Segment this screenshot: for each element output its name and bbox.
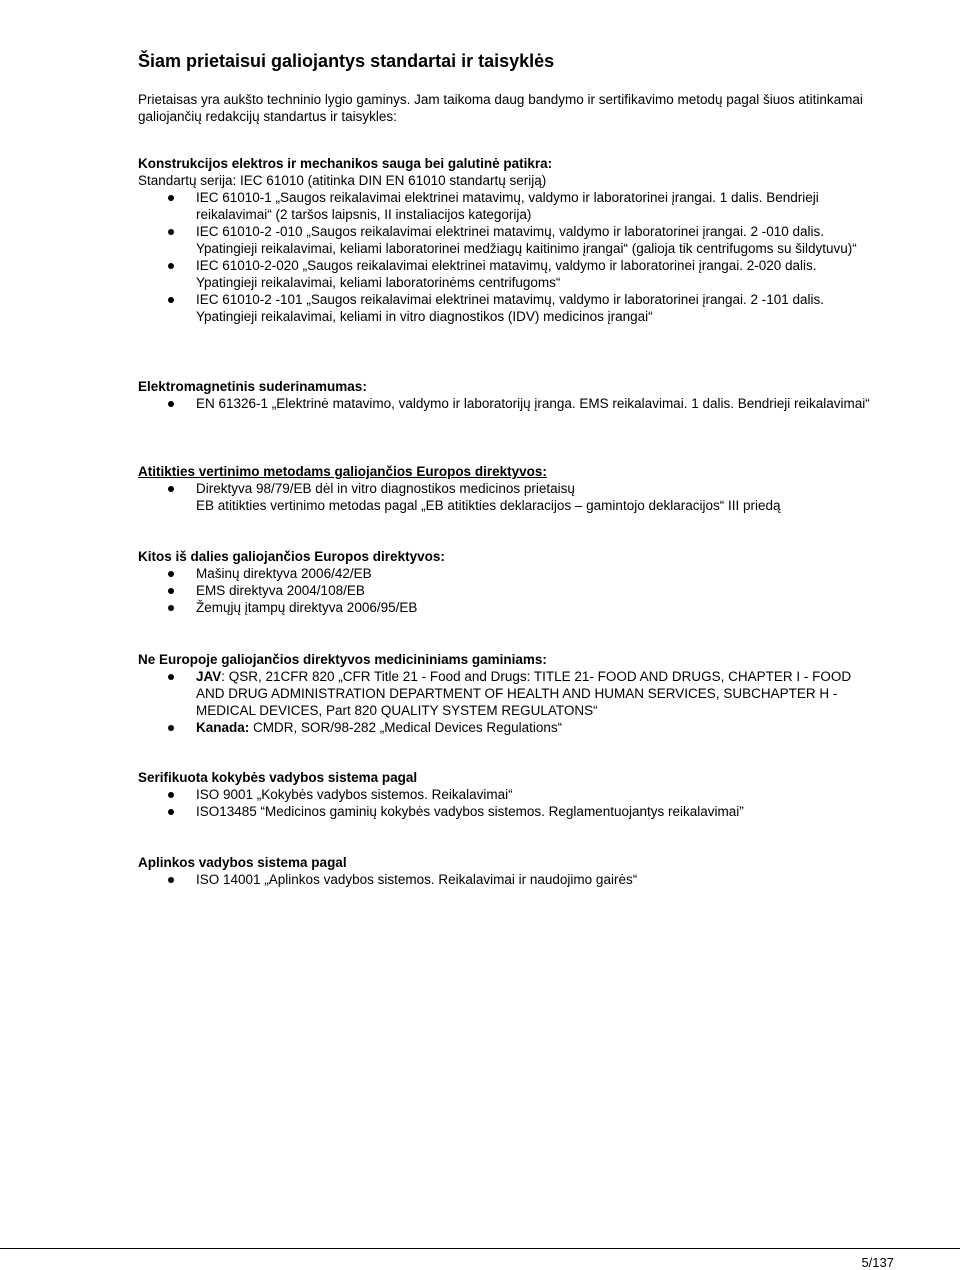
section-emc [138, 378, 878, 412]
section-subheading: Standartų serija: IEC 61010 (atitinka DIN EN 61010 standartų seriją) [138, 173, 547, 188]
list-item: IEC 61010-2 -010 „Saugos reikalavimai elektrinei matavimų, valdymo ir laboratorinei įrangai. 2 -010 dalis. Ypatingieji reikalavimai, keliami laboratorinei medžiagų kaitinimo įrangai“ (galioja tik centrifugoms su šildytuvu)“ [138, 223, 878, 257]
section-electrical-safety [138, 155, 878, 325]
section-heading: Elektromagnetinis suderinamumas: [138, 379, 367, 394]
section-heading: Serifikuota kokybės vadybos sistema pagal [138, 770, 418, 785]
directives-list [138, 565, 878, 616]
section-quality-management [138, 769, 878, 820]
section-heading: Aplinkos vadybos sistema pagal [138, 855, 347, 870]
section-heading: Ne Europoje galiojančios direktyvos medicininiams gaminiams: [138, 652, 547, 667]
standards-list [138, 871, 878, 888]
page-number: 5/137 [861, 1255, 894, 1270]
list-item: ISO 9001 „Kokybės vadybos sistemos. Reikalavimai“ [138, 786, 878, 803]
list-item: ISO13485 “Medicinos gaminių kokybės vadybos sistemos. Reglamentuojantys reikalavimai” [138, 803, 878, 820]
standards-list [138, 395, 878, 412]
list-item: Direktyva 98/79/EB dėl in vitro diagnostikos medicinos prietaisų [138, 480, 878, 497]
section-heading: Konstrukcijos elektros ir mechanikos sauga bei galutinė patikra: [138, 156, 553, 171]
page-title: Šiam prietaisui galiojantys standartai ir taisyklės [138, 51, 555, 71]
standards-list [138, 786, 878, 820]
section-other-directives [138, 548, 878, 616]
list-item: Kanada: CMDR, SOR/98-282 „Medical Devices Regulations“ [138, 719, 878, 736]
list-item: IEC 61010-1 „Saugos reikalavimai elektrinei matavimų, valdymo ir laboratorinei įrangai. 1 dalis. Bendrieji reikalavimai“ (2 taršos laipsnis, II instaliacijos kategorija) [138, 189, 878, 223]
standards-list [138, 189, 878, 325]
directives-list [138, 480, 878, 497]
section-heading: Kitos iš dalies galiojančios Europos direktyvos: [138, 549, 445, 564]
list-item: IEC 61010-2 -101 „Saugos reikalavimai elektrinei matavimų, valdymo ir laboratorinei įrangai. 2 -101 dalis. Ypatingieji reikalavimai, keliami in vitro diagnostikos (IDV) medicinos įrangai“ [138, 291, 878, 325]
intro-paragraph: Prietaisas yra aukšto techninio lygio gaminys. Jam taikoma daug bandymo ir sertifikavimo metodų pagal šiuos atitinkamai galiojančių redakcijų standartus ir taisykles: [138, 92, 863, 124]
list-item: Žemųjų įtampų direktyva 2006/95/EB [138, 599, 878, 616]
conformity-note: EB atitikties vertinimo metodas pagal „EB atitikties deklaracijos – gamintojo deklaracijos“ III priedą [196, 498, 781, 513]
list-item: JAV: QSR, 21CFR 820 „CFR Title 21 - Food and Drugs: TITLE 21- FOOD AND DRUGS, CHAPTER I - FOOD AND DRUG ADMINISTRATION DEPARTMENT OF HEALTH AND HUMAN SERVICES, SUBCHAPTER H - MEDICAL DEVICES, Part 820 QUALITY SYSTEM REGULATONS“ [138, 668, 878, 719]
directives-list [138, 668, 878, 736]
list-item: Mašinų direktyva 2006/42/EB [138, 565, 878, 582]
list-item: EMS direktyva 2004/108/EB [138, 582, 878, 599]
footer-divider [0, 1248, 960, 1249]
section-conformity-directives [138, 463, 878, 514]
list-item: IEC 61010-2-020 „Saugos reikalavimai elektrinei matavimų, valdymo ir laboratorinei įrangai. 2-020 dalis. Ypatingieji reikalavimai, keliami laboratorinėms centrifugoms“ [138, 257, 878, 291]
section-environmental-management [138, 854, 878, 888]
section-heading: Atitikties vertinimo metodams galiojančios Europos direktyvos: [138, 464, 547, 479]
list-item: ISO 14001 „Aplinkos vadybos sistemos. Reikalavimai ir naudojimo gairės“ [138, 871, 878, 888]
section-non-eu-directives [138, 651, 878, 736]
list-item: EN 61326-1 „Elektrinė matavimo, valdymo ir laboratorijų įranga. EMS reikalavimai. 1 dalis. Bendrieji reikalavimai“ [138, 395, 878, 412]
